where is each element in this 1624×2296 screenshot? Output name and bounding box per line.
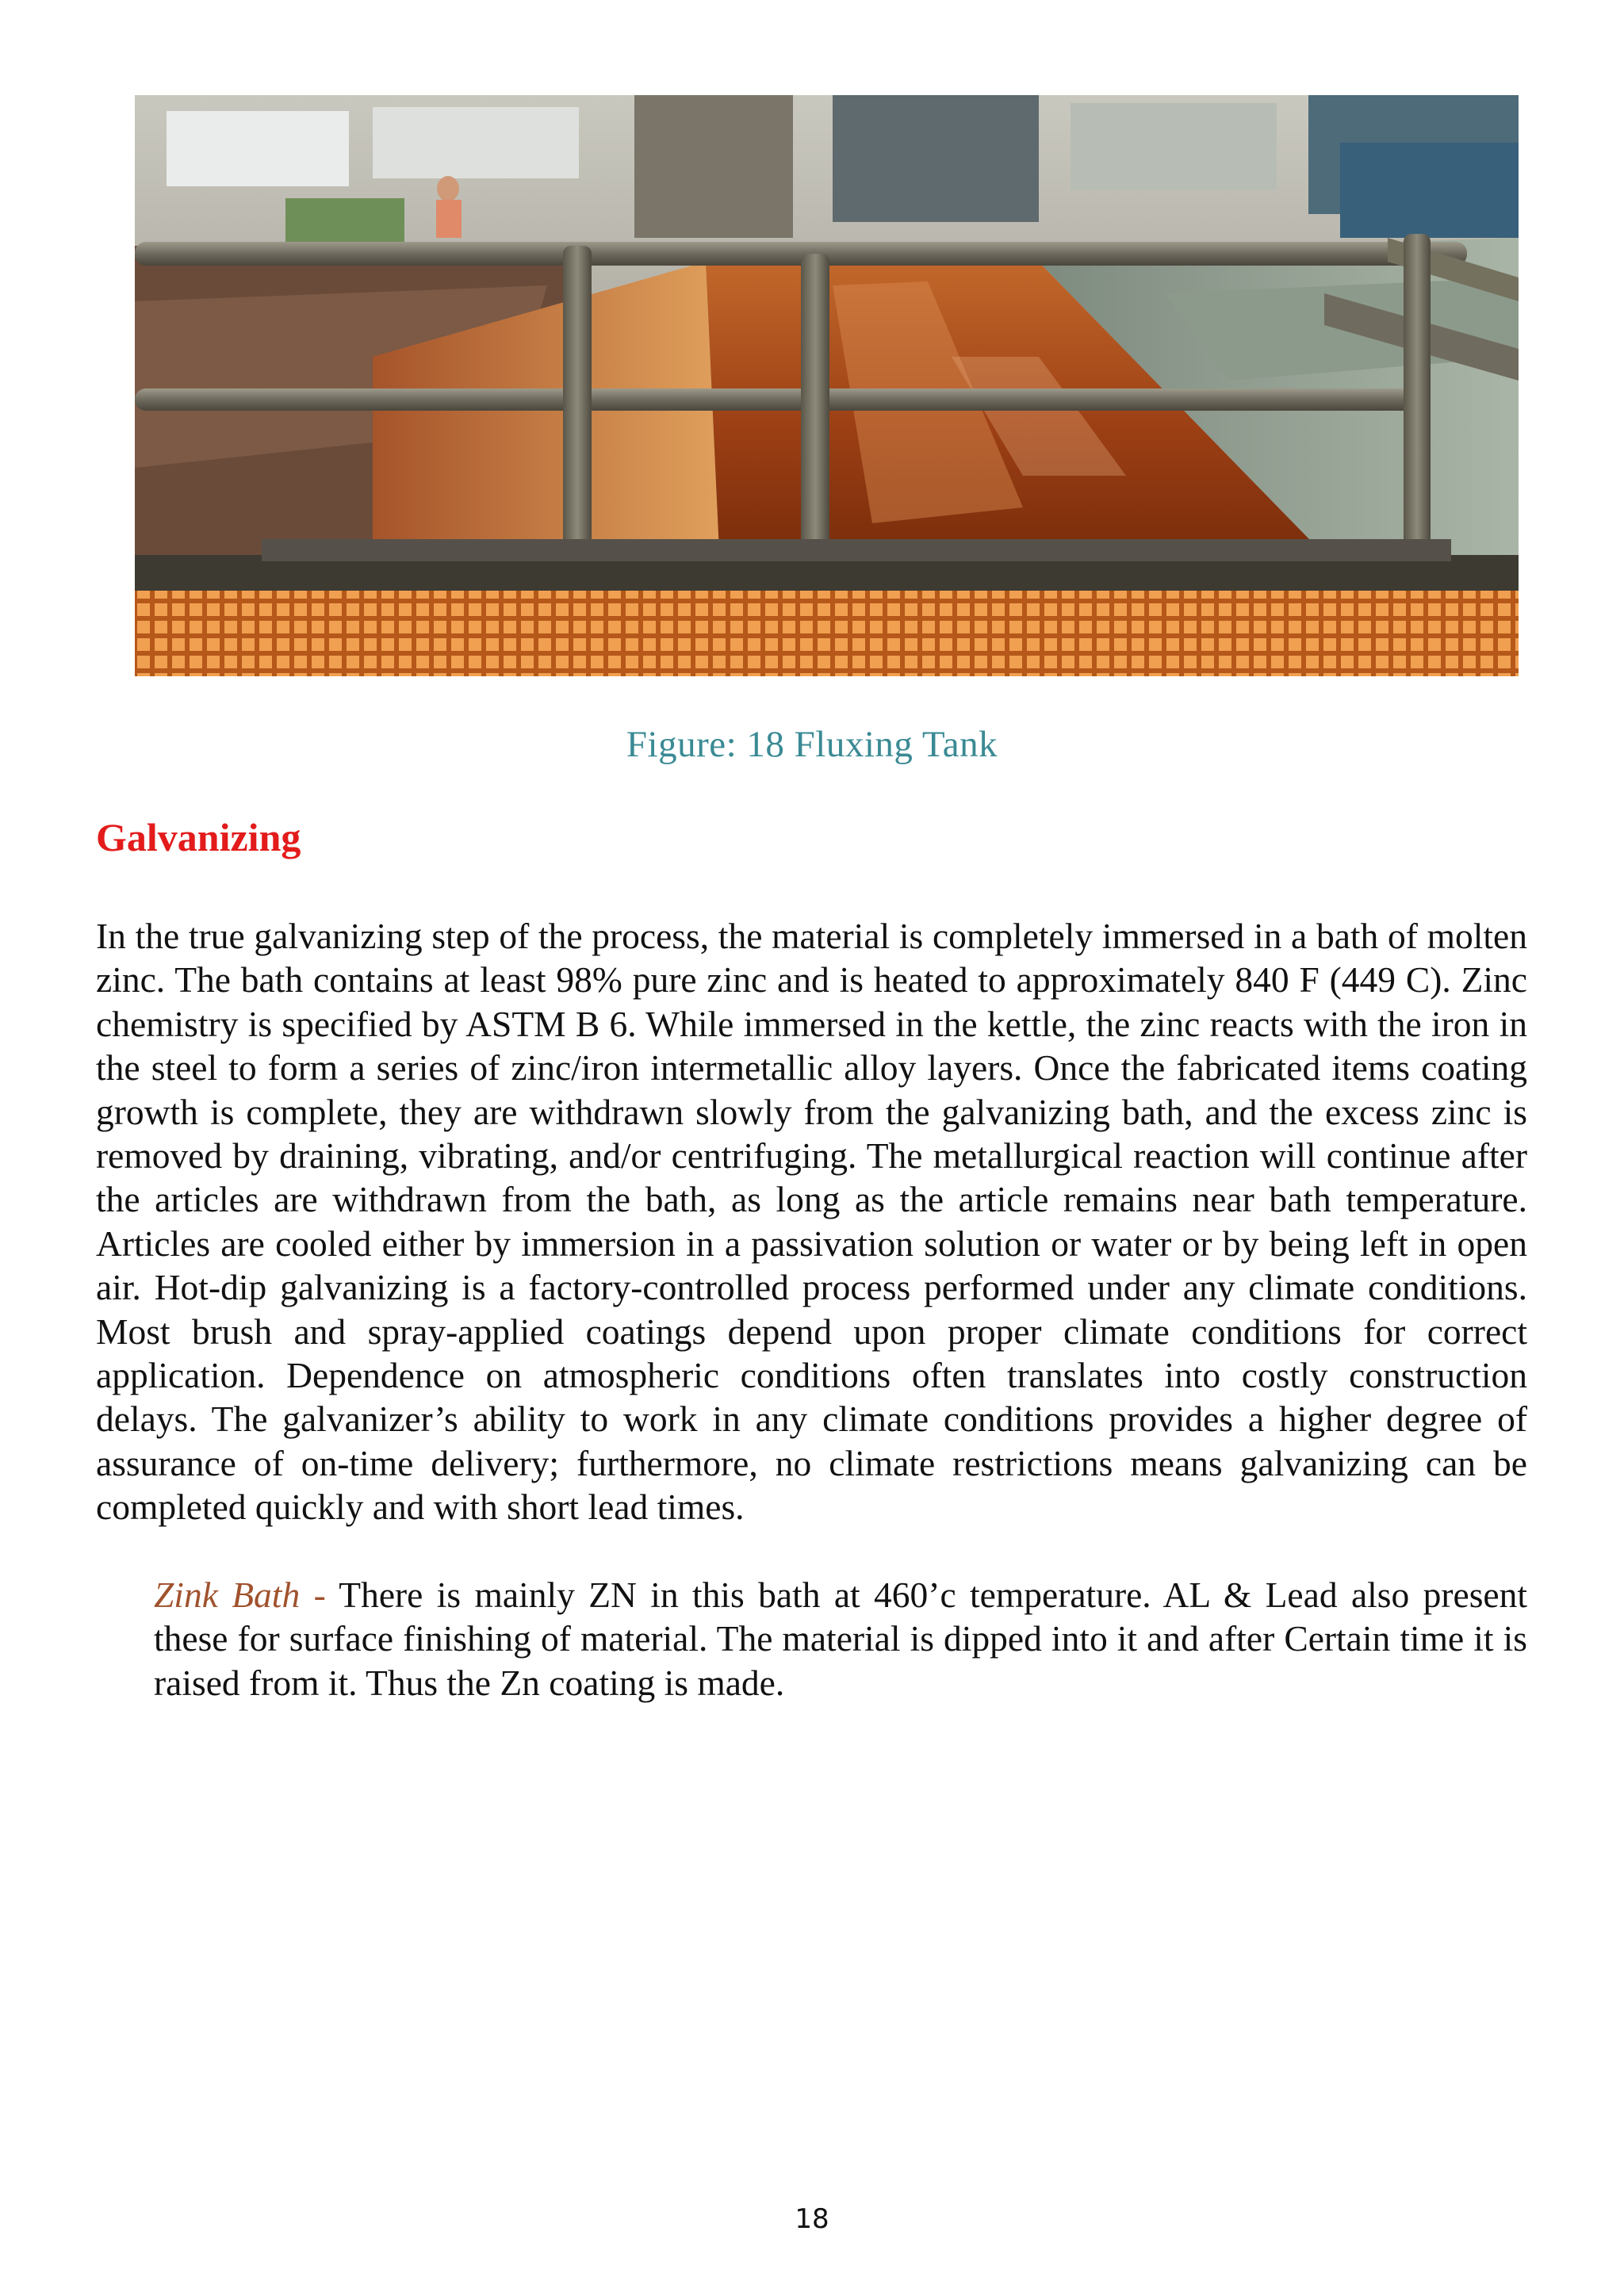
zink-bath-paragraph (154, 1573, 1527, 1705)
section-heading: Galvanizing (96, 815, 301, 859)
zink-bath-term: Zink Bath (154, 1575, 301, 1615)
zink-bath-dash: - (300, 1575, 339, 1615)
page-number: 18 (795, 2203, 829, 2235)
figure-caption: Figure: 18 Fluxing Tank (626, 724, 998, 765)
body-paragraph: In the true galvanizing step of the process, the material is completely immersed in a bath of molten zinc. The bath contains at least 98% pure zinc and is heated to approximately 840 F (449 C). Zinc chemistry is specified by ASTM B 6. While immersed in the kettle, the zinc reacts with the iron in the steel to form a series of zinc/iron intermetallic alloy layers. Once the fabricated items coating growth is complete, they are withdrawn slowly from the galvanizing bath, and the excess zinc is removed by draining, vibrating, and/or centrifuging. The metallurgical reaction will continue after the articles are withdrawn from the bath, as long as the article remains near bath temperature. Articles are cooled either by immersion in a passivation solution or water or by being left in open air. Hot-dip galvanizing is a factory-controlled process performed under any climate conditions. Most brush and spray-applied coatings depend upon proper climate conditions for correct application. Dependence on atmospheric conditions often translates into costly construction delays. The galvanizer’s ability to work in any climate conditions provides a higher degree of assurance of on-time delivery; furthermore, no climate restrictions means galvanizing can be completed quickly and with short lead times. (96, 916, 1527, 1528)
fluxing-tank-photo (135, 95, 1519, 676)
zink-bath-text: There is mainly ZN in this bath at 460’c temperature. AL & Lead also present these for surface finishing of material. The material is dipped into it and after Certain time it is raised from it. Thus the Zn coating is made. (154, 1575, 1527, 1703)
